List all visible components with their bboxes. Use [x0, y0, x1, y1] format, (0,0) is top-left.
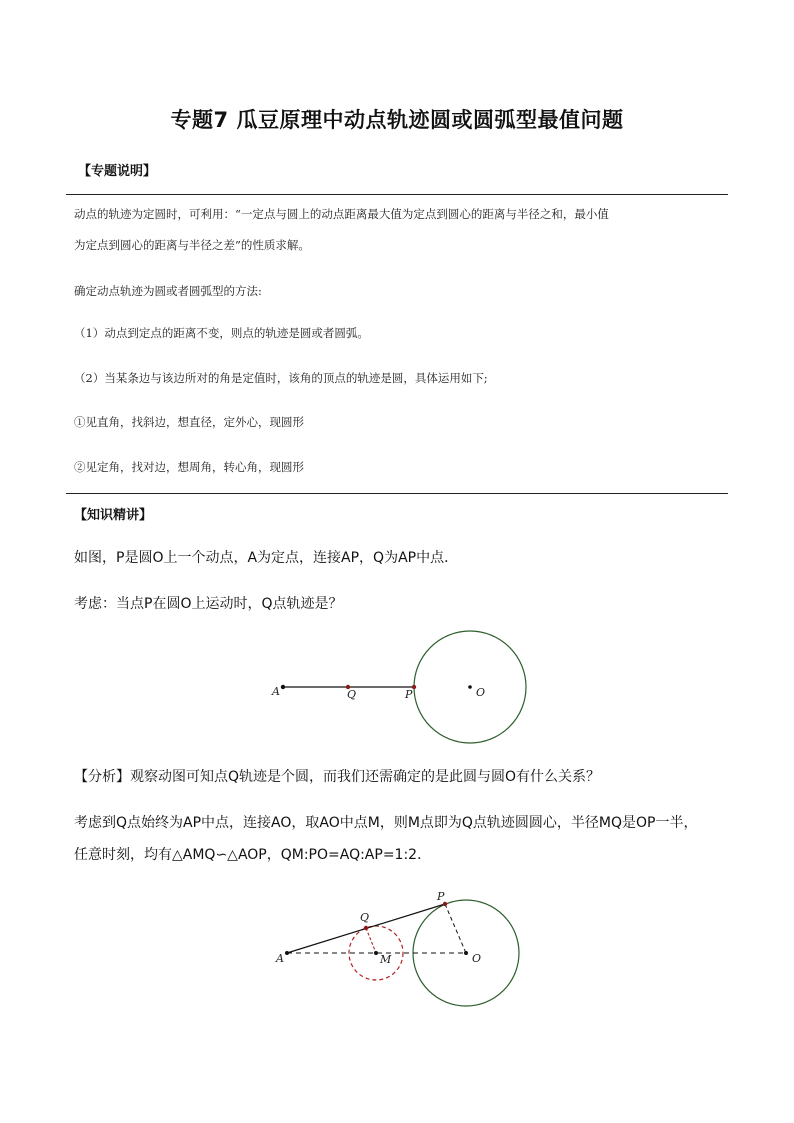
method-title: 确定动点轨迹为圆或者圆弧型的方法:: [74, 284, 262, 298]
knowledge-heading: 【知识精讲】: [74, 508, 153, 523]
intro-para-line2: 为定点到圆心的距离与半径之差”的性质求解。: [74, 238, 310, 252]
point-m: [374, 951, 378, 955]
intro-para-line1: 动点的轨迹为定圆时，可利用：“一定点与圆上的动点距离最大值为定点到圆心的距离与半径之和，最小值: [74, 207, 609, 221]
segment-po: [445, 904, 466, 953]
label-a: A: [276, 952, 284, 965]
analysis-para-line2: 任意时刻，均有△AMQ∽△AOP，QM:PO=AQ:AP=1:2．: [74, 847, 432, 863]
method-sub-2: ②见定角，找对边，想周角，转心角，现圆形: [74, 460, 304, 474]
label-m: M: [380, 953, 392, 966]
analysis-para-line1: 考虑到Q点始终为AP中点，连接AO，取AO中点M，则M点即为Q点轨迹圆圆心，半径MQ是OP一半，: [74, 815, 698, 831]
knowledge-line1: 如图，P是圆O上一个动点，A为定点，连接AP，Q为AP中点．: [74, 550, 459, 566]
page-title: 专题7 瓜豆原理中动点轨迹圆或圆弧型最值问题: [170, 108, 624, 132]
label-p: P: [405, 688, 413, 701]
label-p: P: [437, 890, 445, 903]
label-q: Q: [347, 688, 357, 701]
analysis-line: 【分析】观察动图可知点Q轨迹是个圆，而我们还需确定的是此圆与圆O有什么关系？: [74, 769, 601, 785]
point-a: [285, 951, 289, 955]
knowledge-line2: 考虑：当点P在圆O上运动时，Q点轨迹是？: [74, 596, 343, 612]
label-q: Q: [360, 911, 370, 924]
point-q: [364, 926, 368, 930]
intro-heading: 【专题说明】: [78, 164, 157, 179]
label-o: O: [476, 686, 486, 699]
label-a: A: [272, 685, 280, 698]
method-item-1: （1）动点到定点的距离不变，则点的轨迹是圆或者圆弧。: [74, 326, 369, 340]
segment-qm: [366, 928, 376, 953]
label-o: O: [472, 952, 482, 965]
method-sub-1: ①见直角，找斜边，想直径，定外心，现圆形: [74, 415, 304, 429]
method-item-2: （2）当某条边与该边所对的角是定值时，该角的顶点的轨迹是圆，具体运用如下;: [74, 371, 488, 385]
point-o: [464, 951, 468, 955]
